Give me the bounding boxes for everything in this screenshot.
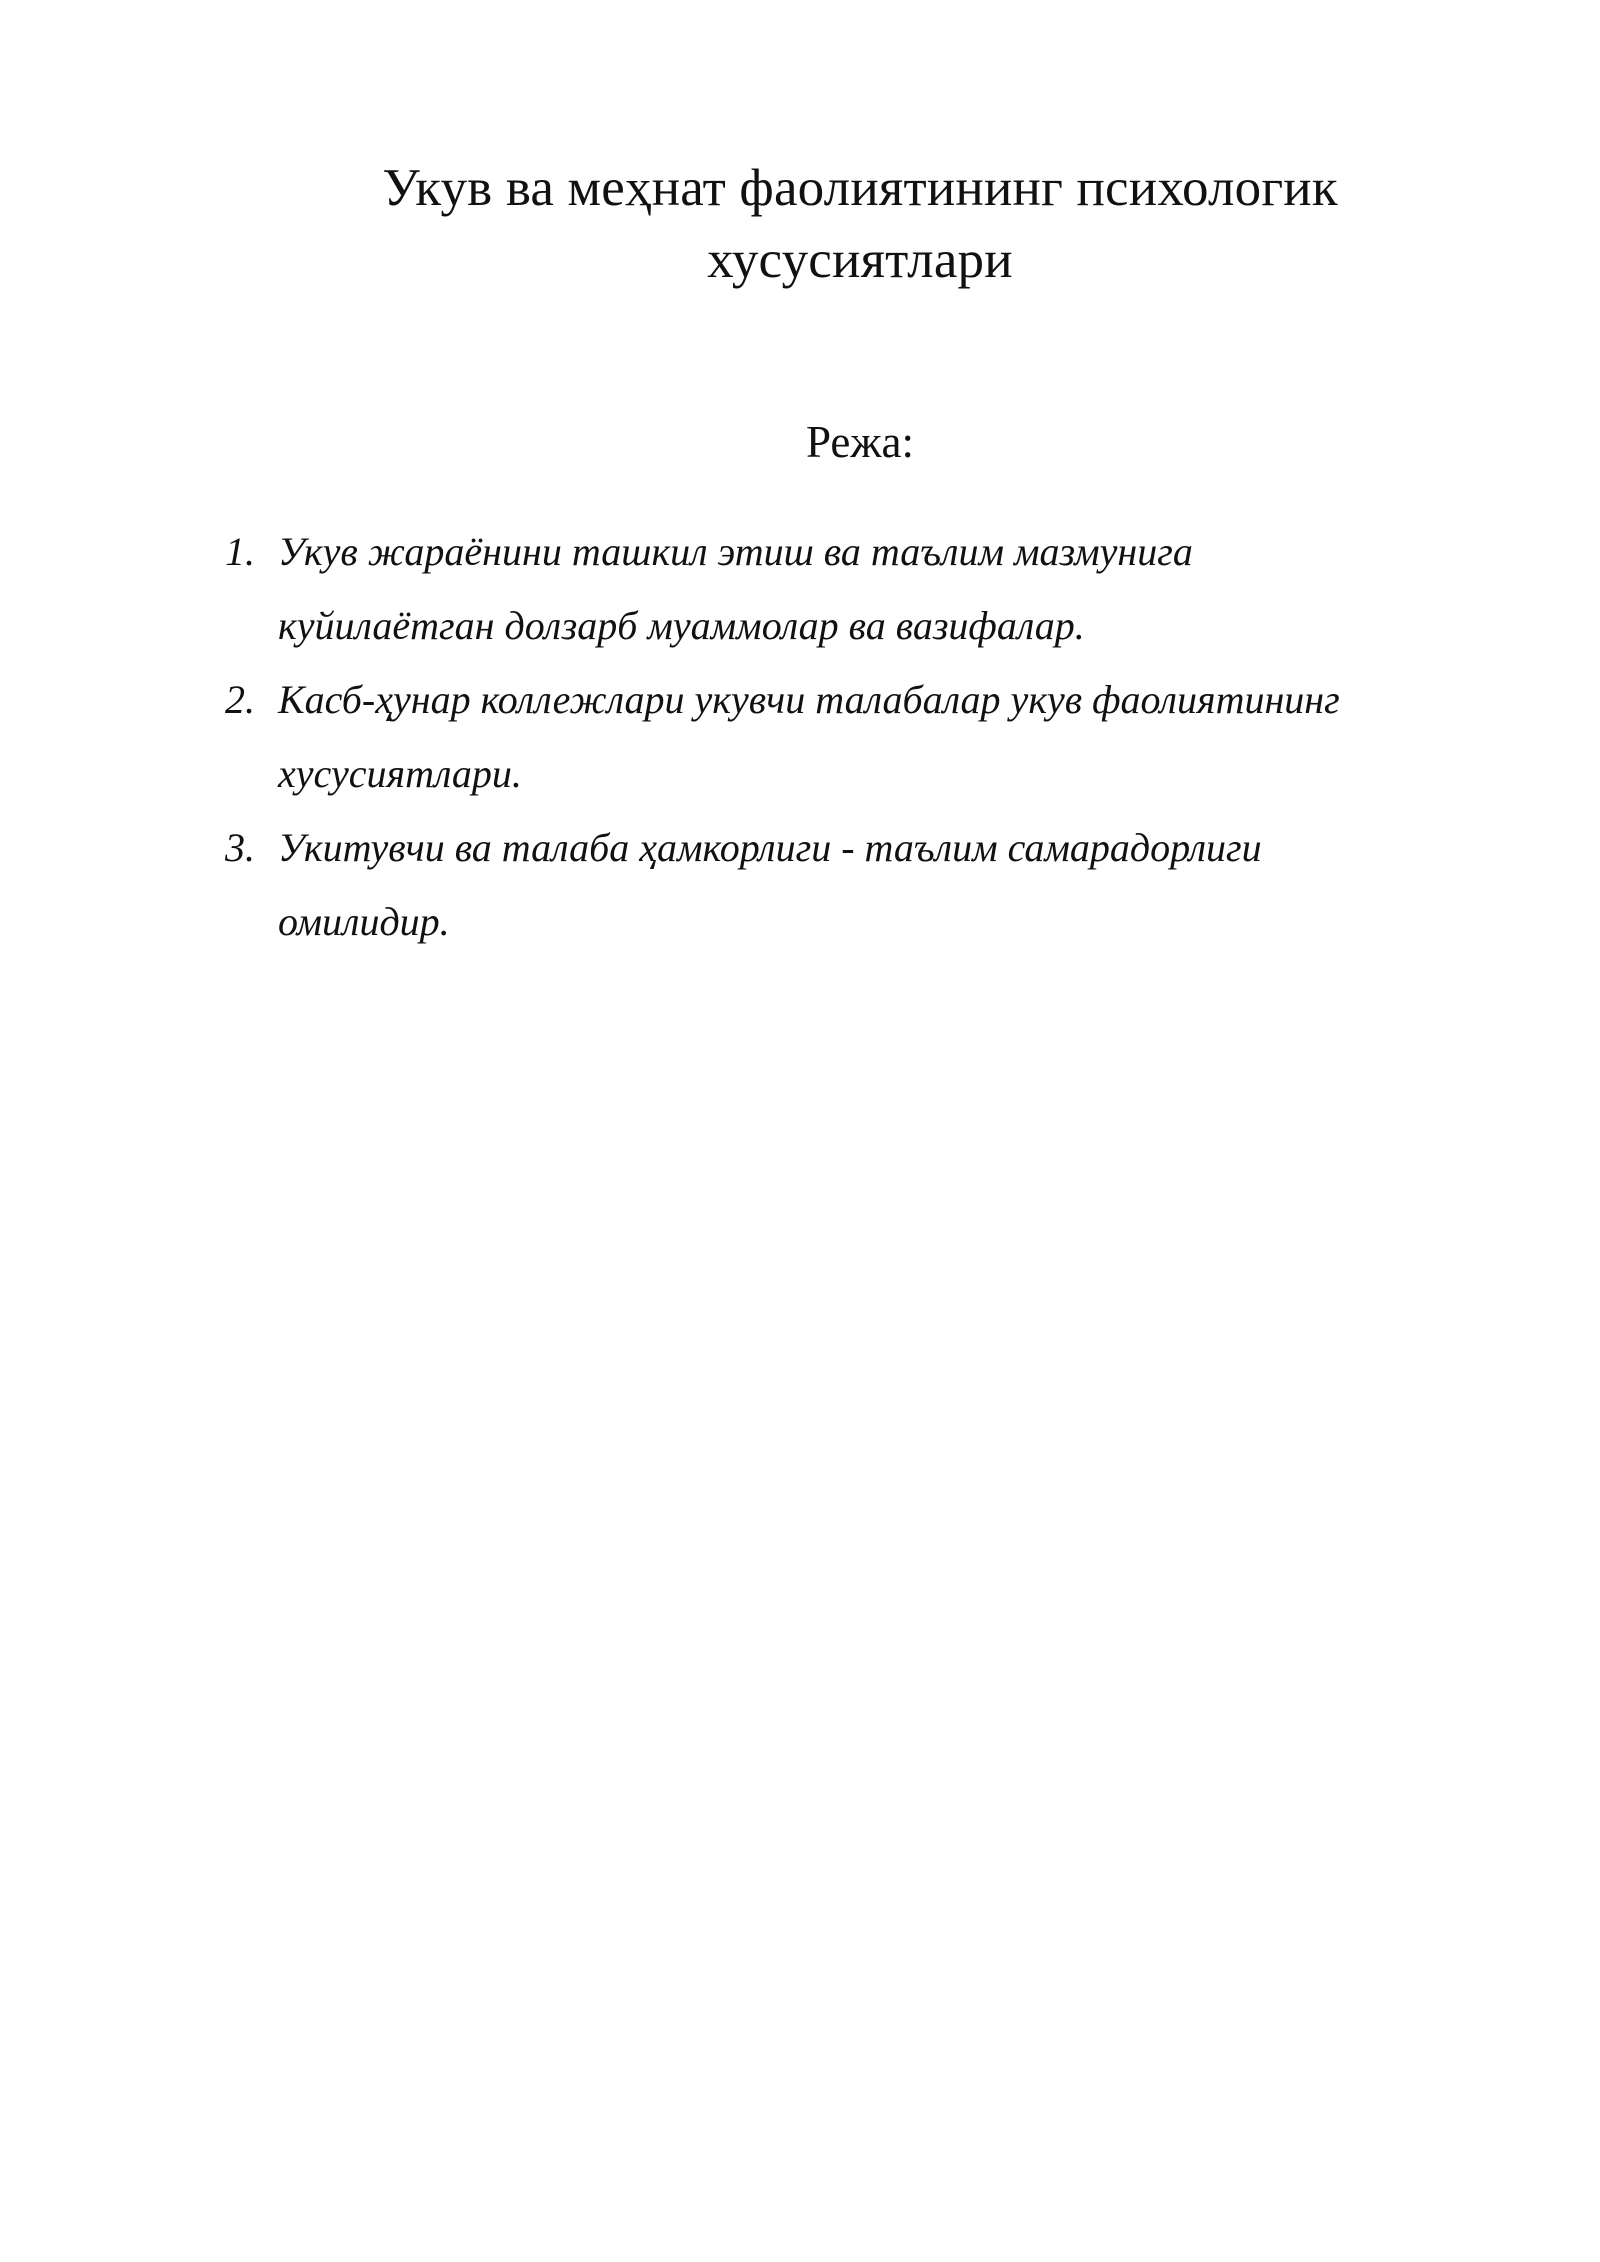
plan-list bbox=[225, 515, 1445, 959]
plan-item-number: 3. bbox=[225, 825, 255, 870]
plan-item-number: 2. bbox=[225, 677, 255, 722]
plan-item bbox=[225, 515, 1445, 663]
plan-item-text: хусусиятлари. bbox=[278, 751, 522, 796]
plan-item-number: 1. bbox=[225, 529, 255, 574]
plan-item-text: Касб-ҳунар коллежлари укувчи талабалар укув фаолиятининг bbox=[278, 677, 1340, 722]
title-line: хусусиятлари bbox=[707, 231, 1013, 289]
plan-item bbox=[225, 663, 1445, 811]
plan-item-text: Укув жараёнини ташкил этиш ва таълим мазмунига bbox=[278, 529, 1193, 574]
document-title bbox=[300, 152, 1420, 296]
title-line: Укув ва меҳнат фаолиятининг психологик bbox=[382, 159, 1338, 217]
plan-item-text: омилидир. bbox=[278, 899, 450, 944]
plan-item-text: куйилаётган долзарб муаммолар ва вазифалар. bbox=[278, 603, 1085, 648]
plan-heading: Режа: bbox=[806, 417, 914, 467]
plan-item-text: Укитувчи ва талаба ҳамкорлиги - таълим самарадорлиги bbox=[278, 825, 1262, 870]
plan-item bbox=[225, 811, 1445, 959]
